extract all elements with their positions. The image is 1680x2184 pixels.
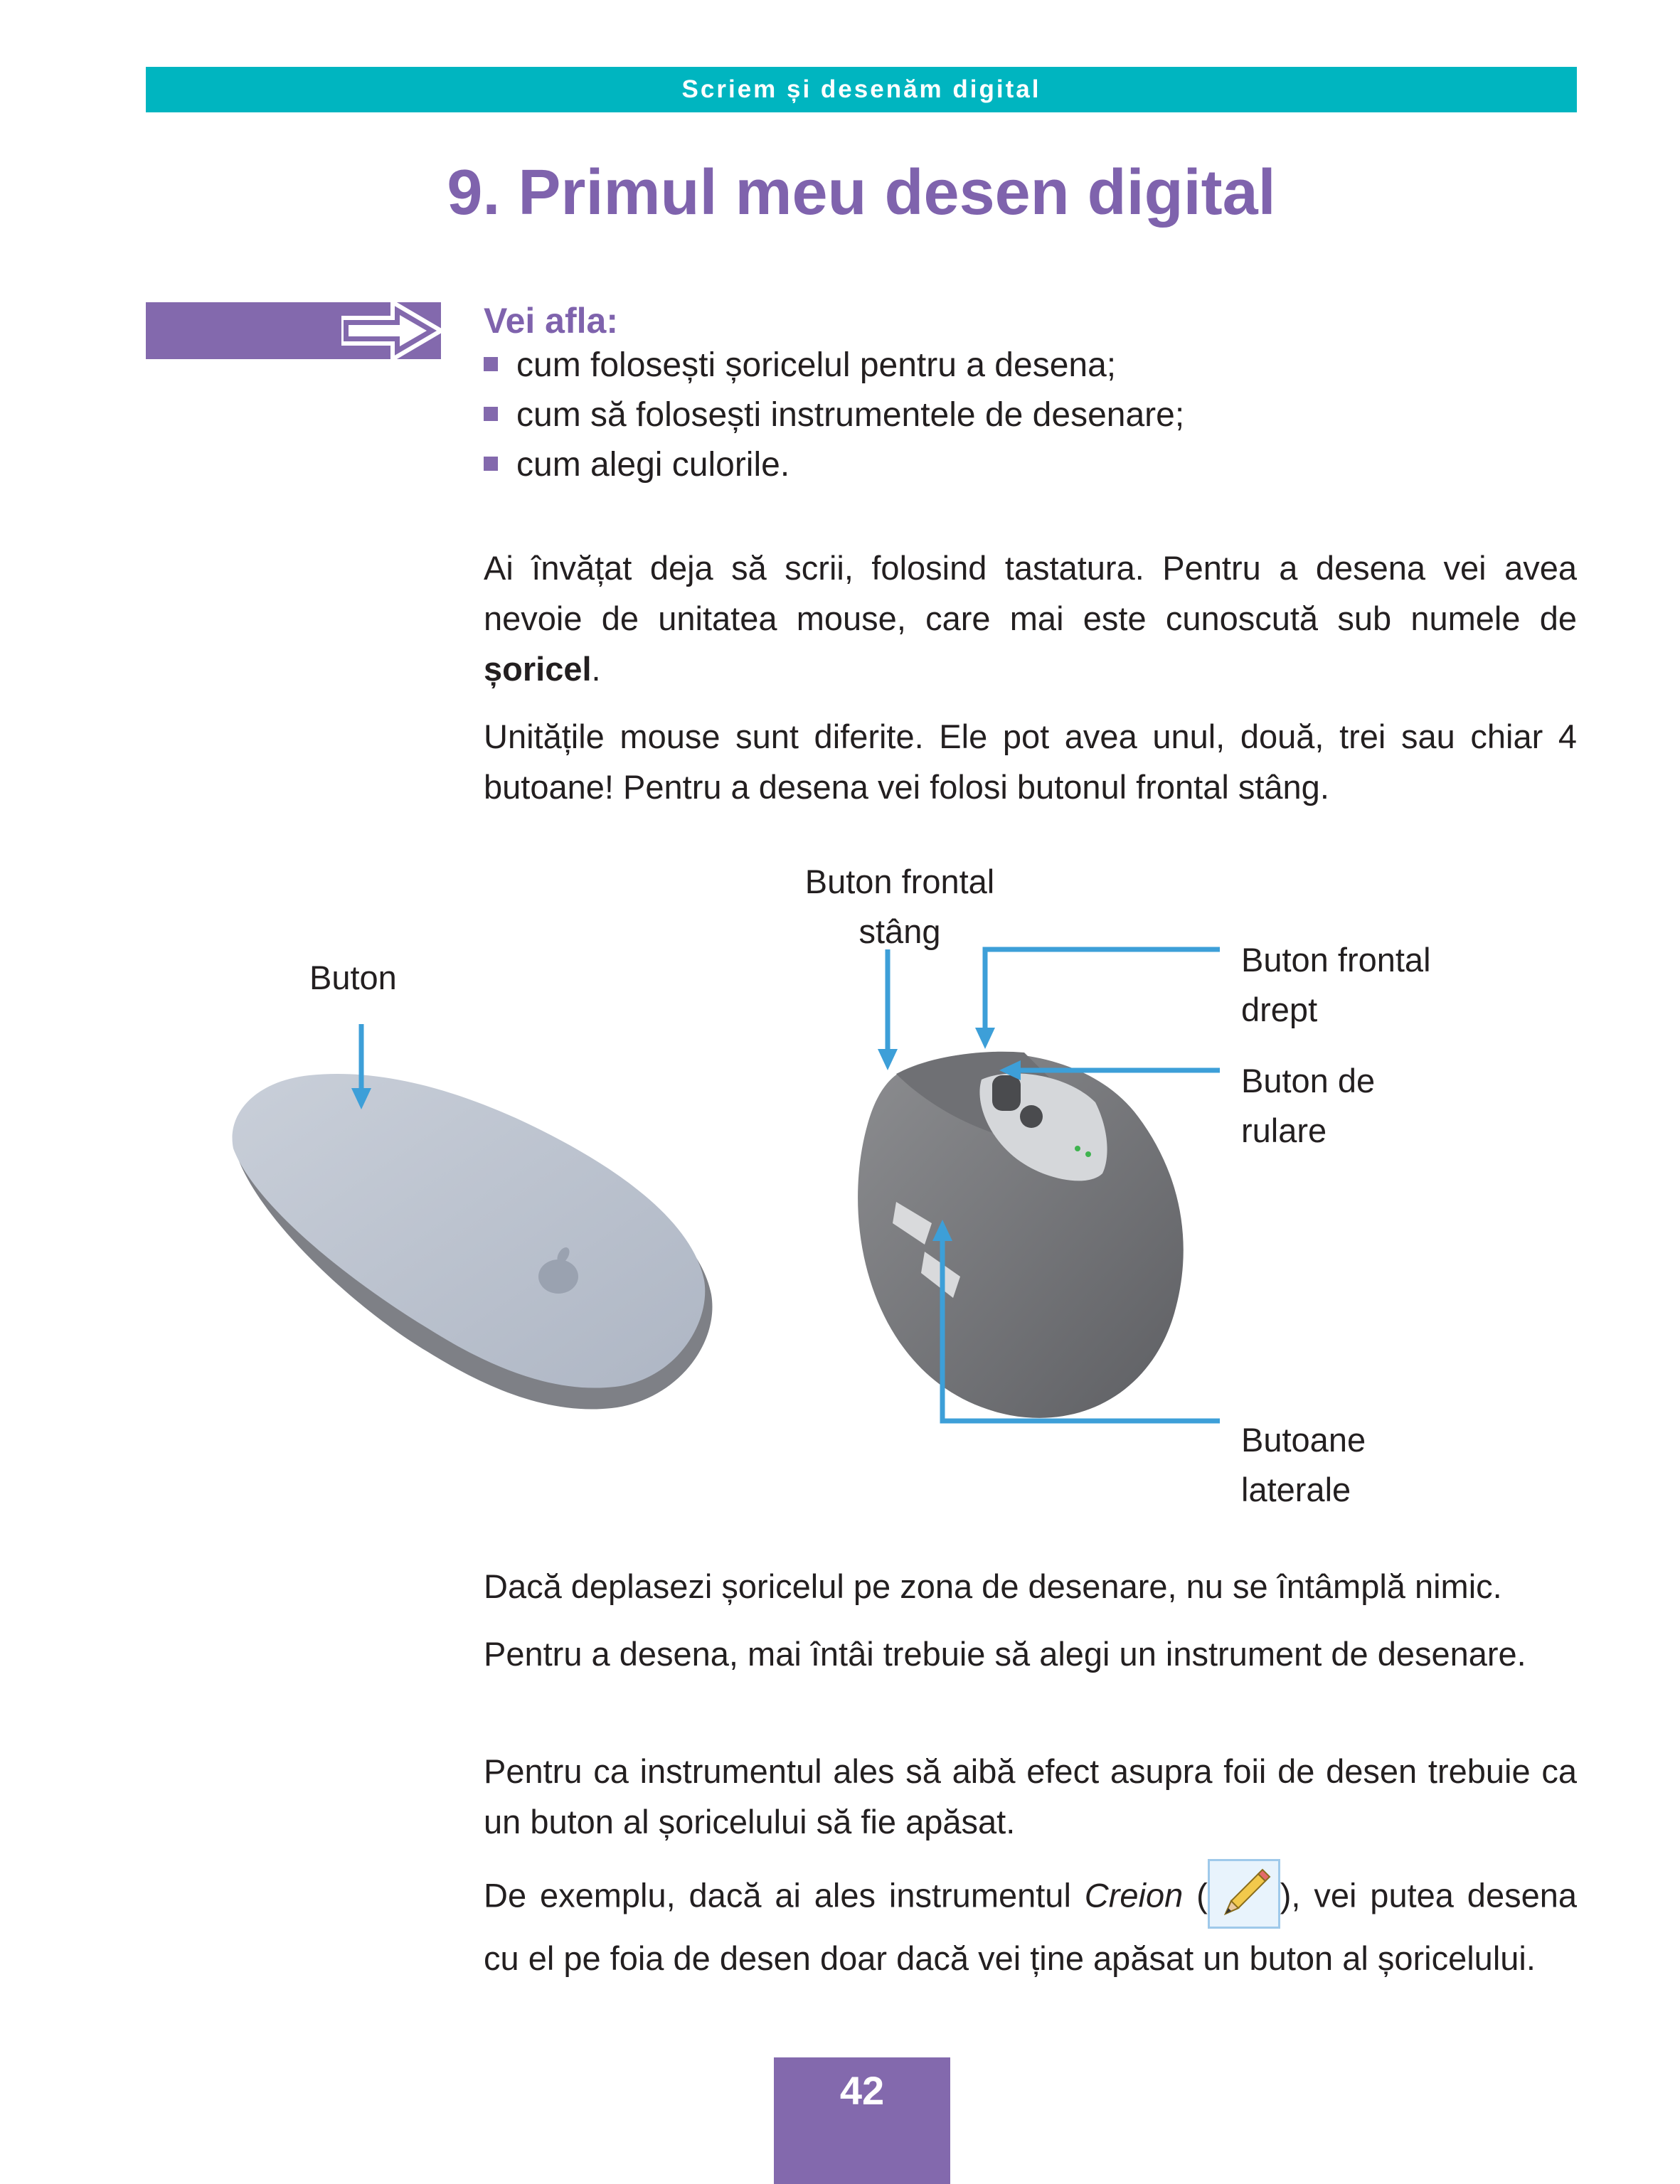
objective-item: cum alegi culorile.: [484, 445, 790, 484]
left-front-button-label: Buton frontal stâng: [804, 863, 995, 950]
page-number: 42: [839, 2068, 885, 2113]
arrow-right-icon: [341, 302, 441, 359]
apple-mouse-image: [233, 1074, 713, 1409]
objective-item: cum folosești șoricelul pentru a desena;: [484, 346, 1116, 385]
objectives-heading: Vei afla:: [484, 301, 618, 341]
intro-paragraph-1: Ai învățat deja să scrii, folosind tastatura. Pentru a desena vei avea nevoie de unitatea mouse, care mai este cunoscută sub numele de șoricel.: [484, 549, 1577, 688]
section-title: Scriem și desenăm digital: [681, 75, 1041, 103]
scroll-button-label: Buton de rulare: [1241, 1062, 1376, 1149]
objective-item: cum să folosești instrumentele de desenare;: [484, 395, 1184, 435]
body-paragraph-1: Dacă deplasezi șoricelul pe zona de desenare, nu se întâmplă nimic.: [484, 1567, 1502, 1605]
page-title: 9. Primul meu desen digital: [447, 157, 1276, 228]
right-front-button-label: Buton frontal drept: [1241, 941, 1431, 1028]
body-paragraph-4: De exemplu, dacă ai ales instrumentul Creion ( ), vei putea desena cu el pe foia de desen doar dacă vei ține apăsat un buton al șoricelului.: [484, 1863, 1577, 1983]
bullet-square-icon: [484, 457, 498, 471]
apple-mouse-button-label: Buton: [309, 959, 397, 996]
intro-paragraph-2: Unitățile mouse sunt diferite. Ele pot avea unul, două, trei sau chiar 4 butoane! Pentru a desena vei folosi butonul frontal stâng.: [484, 718, 1577, 806]
body-paragraph-3: Pentru ca instrumentul ales să aibă efect asupra foii de desen trebuie ca un buton al șoricelului să fie apăsat.: [484, 1752, 1577, 1841]
bullet-square-icon: [484, 407, 498, 421]
bullet-square-icon: [484, 357, 498, 371]
body-paragraph-2: Pentru a desena, mai întâi trebuie să alegi un instrument de desenare.: [484, 1635, 1526, 1673]
pencil-icon: [1208, 1859, 1280, 1929]
right-button-arrow: [985, 949, 1220, 1031]
side-buttons-label: Butoane laterale: [1241, 1421, 1366, 1508]
logitech-mouse-image: [858, 1052, 1184, 1418]
